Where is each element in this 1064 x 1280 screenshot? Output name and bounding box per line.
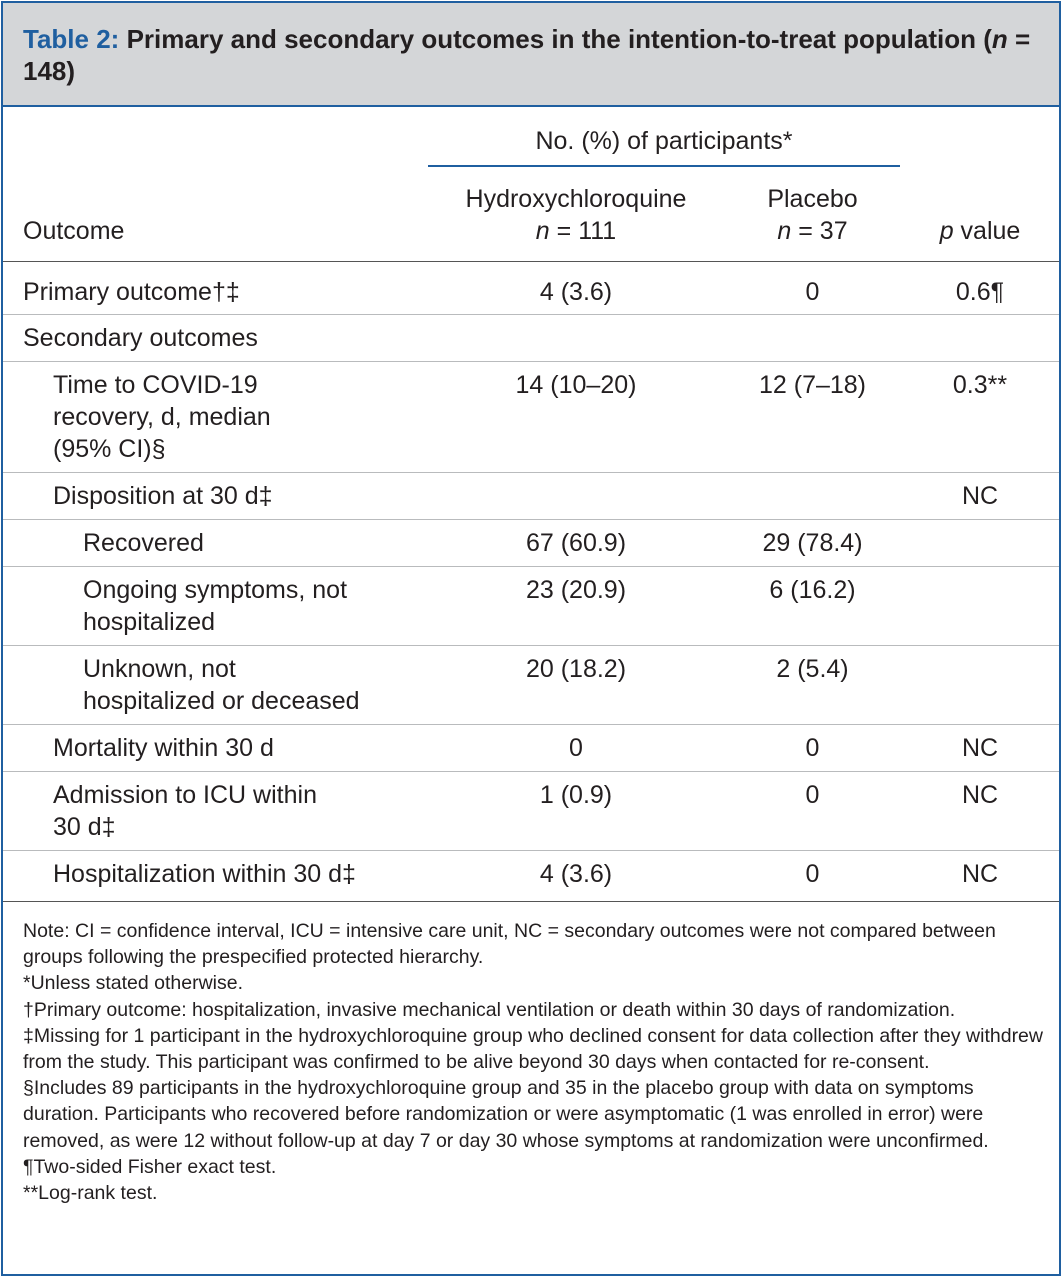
col-header-p-label: value — [953, 217, 1021, 245]
row-divider — [3, 566, 1059, 567]
row-hcq: 4 (3.6) — [539, 278, 613, 306]
row-outcome: Recovered — [83, 529, 204, 557]
row-p-value: NC — [961, 781, 999, 809]
row-outcome-line2: 30 d‡ — [53, 813, 116, 841]
col-header-hcq: Hydroxychloroquine — [465, 185, 687, 213]
row-p-value: NC — [961, 734, 999, 762]
col-header-hcq-n-value: = 111 — [549, 217, 617, 245]
table-title-text: Primary and secondary outcomes in the intention-to-treat population — [126, 24, 976, 54]
table-frame — [1, 1, 1061, 1276]
col-header-placebo-n-value: = 37 — [791, 217, 848, 245]
footnote: **Log-rank test. — [23, 1182, 158, 1205]
footnote: *Unless stated otherwise. — [23, 972, 244, 995]
group-header: No. (%) of participants* — [535, 127, 793, 155]
footnote: ¶Two-sided Fisher exact test. — [23, 1155, 277, 1178]
col-header-placebo-n — [725, 215, 900, 247]
footnote: Note: CI = confidence interval, ICU = intensive care unit, NC = secondary outcomes were not compared between groups following the prespecified protected hierarchy. — [23, 920, 996, 969]
row-placebo: 0 — [805, 734, 820, 762]
footnote: ‡Missing for 1 participant in the hydroxychloroquine group who declined consent for data collection after they withdrew from the study. This participant was confirmed to be alive beyond 30 days when contacted for re-consent. — [23, 1024, 1043, 1074]
row-hcq: 67 (60.9) — [525, 529, 627, 557]
table-title-n: n — [991, 24, 1008, 54]
row-placebo: 0 — [805, 781, 820, 809]
row-divider — [3, 645, 1059, 646]
row-divider — [3, 314, 1059, 315]
row-divider — [3, 771, 1059, 772]
col-header-p-value — [903, 215, 1057, 247]
row-p-value: 0.3** — [952, 371, 1008, 399]
row-hcq: 4 (3.6) — [539, 860, 613, 888]
row-divider — [3, 519, 1059, 520]
title-bar — [3, 3, 1059, 107]
row-p-value: NC — [961, 482, 999, 510]
row-outcome-line2: recovery, d, median — [53, 403, 271, 431]
col-header-placebo-n-symbol: n — [777, 217, 792, 245]
row-hcq: 0 — [569, 734, 583, 762]
row-hcq: 20 (18.2) — [525, 655, 627, 683]
col-header-placebo: Placebo — [767, 185, 858, 213]
col-header-outcome: Outcome — [23, 217, 125, 245]
row-outcome: Mortality within 30 d — [53, 734, 274, 762]
row-hcq: 23 (20.9) — [525, 576, 627, 604]
table-title-n-value: = 148) — [23, 24, 1031, 86]
footnote: †Primary outcome: hospitalization, invasive mechanical ventilation or death within 30 days of randomization. — [23, 998, 956, 1021]
row-placebo: 0 — [805, 860, 820, 888]
table-footnotes — [23, 918, 1043, 1206]
row-outcome: Time to COVID-19 — [53, 371, 258, 399]
row-outcome-line3: (95% CI)§ — [53, 435, 166, 463]
row-divider — [3, 724, 1059, 725]
row-p-value: 0.6¶ — [955, 278, 1005, 306]
row-outcome: Primary outcome†‡ — [23, 278, 240, 306]
row-outcome: Disposition at 30 d‡ — [53, 482, 273, 510]
row-placebo: 29 (78.4) — [762, 529, 863, 557]
row-hcq: 14 (10–20) — [515, 371, 637, 399]
col-header-hcq-n — [428, 215, 724, 247]
row-outcome: Ongoing symptoms, not — [83, 576, 348, 604]
table-title: Table 2: Primary and secondary outcomes in the intention-to-treat population (n = 148) — [23, 24, 1031, 86]
row-divider — [3, 472, 1059, 473]
row-outcome: Admission to ICU within — [53, 781, 317, 809]
col-header-p-symbol: p — [939, 217, 954, 245]
row-hcq: 1 (0.9) — [539, 781, 613, 809]
table-bottom-rule — [3, 901, 1059, 902]
row-placebo: 12 (7–18) — [758, 371, 867, 399]
row-placebo: 2 (5.4) — [776, 655, 849, 683]
header-divider — [3, 261, 1059, 262]
group-header-rule — [428, 165, 900, 167]
row-outcome: Hospitalization within 30 d‡ — [53, 860, 356, 888]
row-outcome: Secondary outcomes — [23, 324, 258, 352]
footnote: §Includes 89 participants in the hydroxychloroquine group and 35 in the placebo group with data on symptoms duration. Participants who recovered before randomization or were asymptomatic (1 was enrolled in error) were removed, as were 12 without follow-up at day 7 or day 30 whose symptoms at randomization were unconfirmed. — [23, 1077, 989, 1152]
col-header-hcq-n-symbol: n — [535, 217, 550, 245]
row-divider — [3, 361, 1059, 362]
row-outcome: Unknown, not — [83, 655, 236, 683]
row-outcome-line2: hospitalized or deceased — [83, 687, 360, 715]
row-p-value: NC — [961, 860, 999, 888]
row-placebo: 6 (16.2) — [769, 576, 856, 604]
row-outcome-line2: hospitalized — [83, 608, 216, 636]
row-divider — [3, 850, 1059, 851]
table-label: Table 2: — [23, 24, 120, 54]
row-placebo: 0 — [805, 278, 820, 306]
